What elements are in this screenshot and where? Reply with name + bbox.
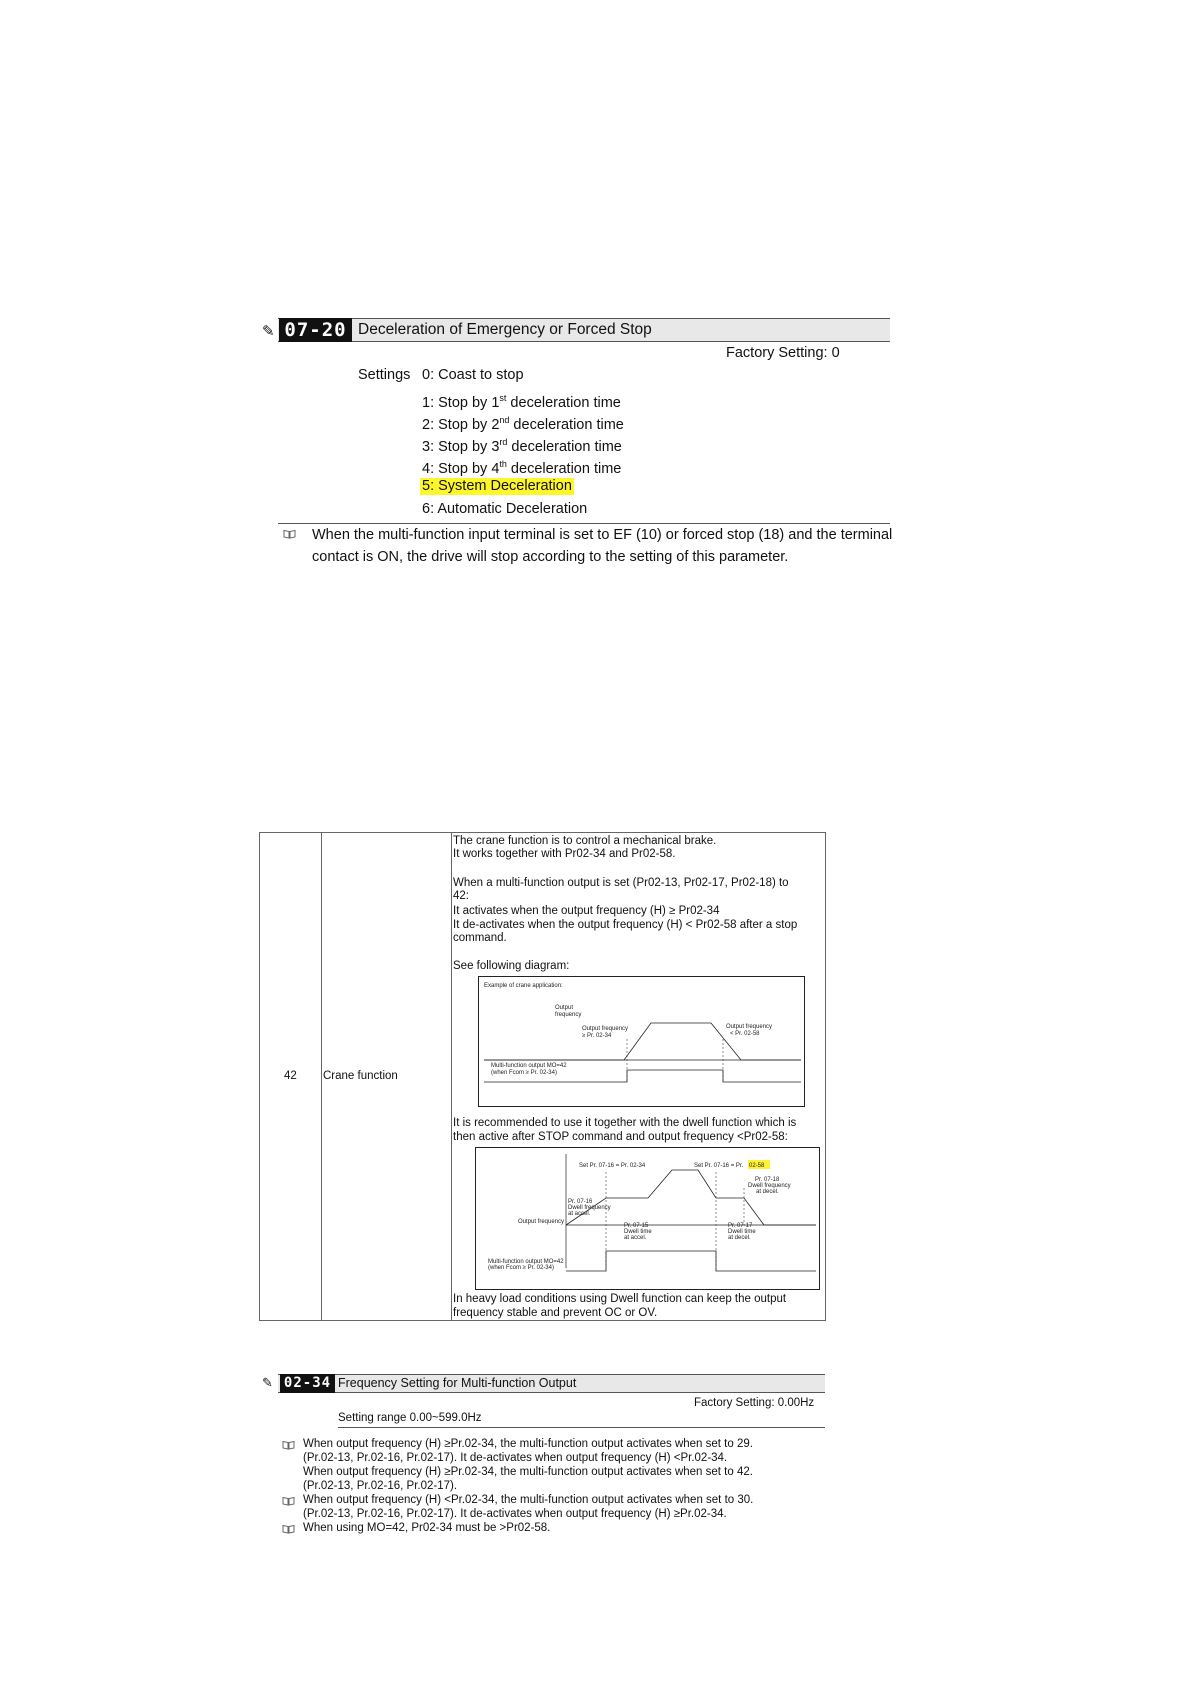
desc-line: In heavy load conditions using Dwell function can keep the output [453,1293,787,1305]
crane-diagram [478,976,805,1107]
mo-label: Multi-function output MO=42 [491,1063,567,1069]
svg-text:at decel.: at decel. [756,1189,779,1195]
note-text: When output frequency (H) <Pr.02-34, the multi-function output activates when set to 30. [303,1494,754,1506]
function-name: Crane function [323,1070,398,1082]
desc-line: command. [453,932,507,944]
setting-option-highlighted: 5: System Deceleration [422,478,572,494]
param-code-0234: 02-34 [280,1374,335,1393]
set-dwell-decel-label: Set Pr. 07-16 = Pr. [694,1163,744,1169]
desc-line: frequency stable and prevent OC or OV. [453,1307,658,1319]
note-text: (Pr.02-13, Pr.02-16, Pr.02-17). [303,1480,458,1492]
desc-line: then active after STOP command and output frequency <Pr02-58: [453,1131,788,1143]
freq-ge-label: ≥ Pr. 02-34 [582,1033,612,1039]
freq-lt-label: Output frequency [726,1024,773,1030]
svg-text:Pr. 07-18: Pr. 07-18 [755,1177,780,1183]
factory-setting-0234: Factory Setting: 0.00Hz [694,1397,815,1409]
svg-text:Pr. 07-15: Pr. 07-15 [624,1223,649,1229]
desc-line: The crane function is to control a mechanical brake. [453,835,717,847]
diagram-title: Example of crane application: [484,983,563,989]
svg-text:at decel.: at decel. [728,1235,751,1241]
svg-text:Pr. 07-16: Pr. 07-16 [568,1199,593,1205]
svg-text:Pr. 07-17: Pr. 07-17 [728,1223,753,1229]
desc-line: It is recommended to use it together with the dwell function which is [453,1117,797,1129]
desc-line: It de-activates when the output frequency (H) < Pr02-58 after a stop [453,919,798,931]
book-icon [282,1440,295,1450]
desc-line: 42: [453,890,469,902]
mo-label: (when Fcom ≥ Pr. 02-34) [488,1265,554,1271]
setting-range: Setting range 0.00~599.0Hz [338,1412,482,1424]
desc-line: See following diagram: [453,960,570,972]
freq-lt-label: < Pr. 02-58 [730,1031,760,1037]
svg-text:at accel.: at accel. [568,1211,591,1217]
dwell-diagram [475,1147,820,1290]
settings-label: Settings [358,367,411,383]
param-title-0720: Deceleration of Emergency or Forced Stop [358,321,652,338]
svg-text:Dwell frequency: Dwell frequency [748,1183,791,1189]
book-icon [282,1496,295,1506]
setting-option: 0: Coast to stop [422,367,524,383]
desc-line: It activates when the output frequency (H) ≥ Pr02-34 [453,905,720,917]
setting-value: 42 [284,1070,297,1082]
pen-icon: ✎ [262,1376,273,1391]
output-frequency-label: Output [555,1005,574,1011]
setting-option: 1: Stop by 1st deceleration time [422,393,621,411]
setting-option: 6: Automatic Deceleration [422,501,588,517]
crane-function-table [259,832,826,1321]
note-text: When output frequency (H) ≥Pr.02-34, the multi-function output activates when set to 42. [303,1466,753,1478]
factory-setting-0720: Factory Setting: 0 [726,345,840,361]
freq-ge-label: Output frequency [582,1026,629,1032]
note-text: When output frequency (H) ≥Pr.02-34, the multi-function output activates when set to 29. [303,1438,753,1450]
svg-text:Dwell time: Dwell time [624,1229,652,1235]
param-code-0720: 07-20 [279,318,352,342]
note-text: When the multi-function input terminal is set to EF (10) or forced stop (18) and the terminal [312,527,893,543]
set-dwell-accel-label: Set Pr. 07-16 = Pr. 02-34 [579,1163,646,1169]
output-frequency-label: Output frequency [518,1219,565,1225]
desc-line: It works together with Pr02-34 and Pr02-58. [453,848,676,860]
svg-text:Dwell time: Dwell time [728,1229,756,1235]
book-icon [283,529,296,539]
svg-text:at accel.: at accel. [624,1235,647,1241]
highlighted-param: 02-58 [749,1163,765,1169]
mo-label: (when Fcom ≥ Pr. 02-34) [491,1070,557,1076]
param-title-0234: Frequency Setting for Multi-function Output [338,1376,577,1390]
svg-text:Dwell frequency: Dwell frequency [568,1205,611,1211]
setting-option: 2: Stop by 2nd deceleration time [422,415,624,433]
pen-icon: ✎ [262,322,275,340]
setting-option: 3: Stop by 3rd deceleration time [422,437,622,455]
mo-label: Multi-function output MO=42 [488,1259,564,1265]
note-text: contact is ON, the drive will stop according to the setting of this parameter. [312,549,789,565]
desc-line: When a multi-function output is set (Pr02-13, Pr02-17, Pr02-18) to [453,877,789,889]
note-text: When using MO=42, Pr02-34 must be >Pr02-58. [303,1522,551,1534]
note-text: (Pr.02-13, Pr.02-16, Pr.02-17). It de-activates when output frequency (H) ≥Pr.02-34. [303,1508,727,1520]
divider [338,1427,825,1428]
note-text: (Pr.02-13, Pr.02-16, Pr.02-17). It de-activates when output frequency (H) <Pr.02-34. [303,1452,728,1464]
setting-option: 4: Stop by 4th deceleration time [422,459,622,477]
output-frequency-label: frequency [555,1012,582,1018]
book-icon [282,1524,295,1534]
divider [278,523,890,524]
